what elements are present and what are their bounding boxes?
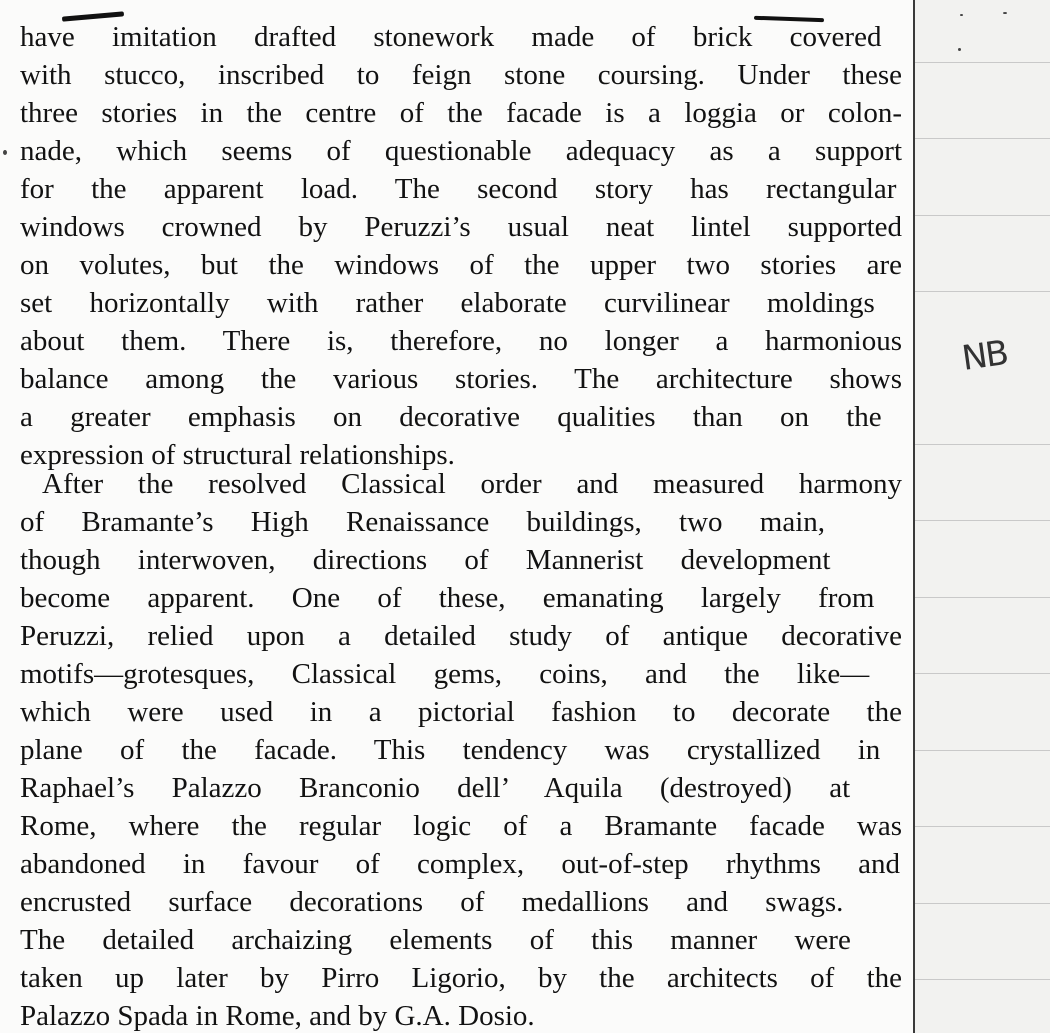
ruled-line: [915, 215, 1050, 216]
text-line: on volutes, but the windows of the upper two stories are: [20, 249, 902, 281]
ruled-line: [915, 979, 1050, 980]
text-line: expression of structural relationships.: [20, 439, 455, 471]
text-line: abandoned in favour of complex, out-of-step rhythms and: [20, 848, 901, 880]
text-line: Rome, where the regular logic of a Bramante facade was: [20, 810, 902, 842]
text-line: Palazzo Spada in Rome, and by G.A. Dosio.: [20, 1000, 535, 1032]
ruled-line: [915, 291, 1050, 292]
ruled-line: [915, 826, 1050, 827]
text-line: encrusted surface decorations of medallions and swags.: [20, 886, 844, 918]
ruled-line: [915, 62, 1050, 63]
ruled-line: [915, 750, 1050, 751]
ruled-line: [915, 138, 1050, 139]
text-line: a greater emphasis on decorative qualities than on the: [20, 401, 882, 433]
text-line: Raphael’s Palazzo Branconio dell’ Aquila (destroyed) at: [20, 772, 851, 804]
ruled-line: [915, 597, 1050, 598]
text-line: The detailed archaizing elements of this manner were: [20, 924, 851, 956]
text-line: balance among the various stories. The architecture shows: [20, 363, 902, 395]
text-line: of Bramante’s High Renaissance buildings, two main,: [20, 506, 826, 538]
text-line: about them. There is, therefore, no longer a harmonious: [20, 325, 902, 357]
paragraph-two: [20, 465, 902, 1033]
text-line: motifs—grotesques, Classical gems, coins, and the like—: [20, 658, 870, 690]
scan-speck: [960, 14, 963, 16]
ruled-line: [915, 444, 1050, 445]
text-line: nade, which seems of questionable adequacy as a support: [20, 135, 902, 167]
text-line: have imitation drafted stonework made of brick covered: [20, 21, 882, 53]
text-line: three stories in the centre of the facade is a loggia or colon-: [20, 97, 902, 129]
scan-speck: [1003, 12, 1007, 14]
text-line: plane of the facade. This tendency was crystallized in: [20, 734, 881, 766]
scan-speck: [3, 150, 7, 155]
text-line: After the resolved Classical order and measured harmony: [42, 468, 902, 500]
text-line: though interwoven, directions of Mannerist development: [20, 544, 831, 576]
text-line: with stucco, inscribed to feign stone coursing. Under these: [20, 59, 902, 91]
text-line: become apparent. One of these, emanating largely from: [20, 582, 875, 614]
paragraph-one: [20, 18, 902, 474]
text-line: taken up later by Pirro Ligorio, by the architects of the: [20, 962, 902, 994]
scan-speck: [958, 48, 961, 51]
text-line: Peruzzi, relied upon a detailed study of antique decorative: [20, 620, 902, 652]
text-line: which were used in a pictorial fashion to decorate the: [20, 696, 902, 728]
ruled-line: [915, 903, 1050, 904]
text-line: set horizontally with rather elaborate curvilinear moldings: [20, 287, 875, 319]
ruled-line: [915, 673, 1050, 674]
text-line: windows crowned by Peruzzi’s usual neat lintel supported: [20, 211, 902, 243]
ruled-line: [915, 520, 1050, 521]
text-line: for the apparent load. The second story has rectangular: [20, 173, 897, 205]
handwritten-margin-note: NB: [959, 333, 1010, 379]
